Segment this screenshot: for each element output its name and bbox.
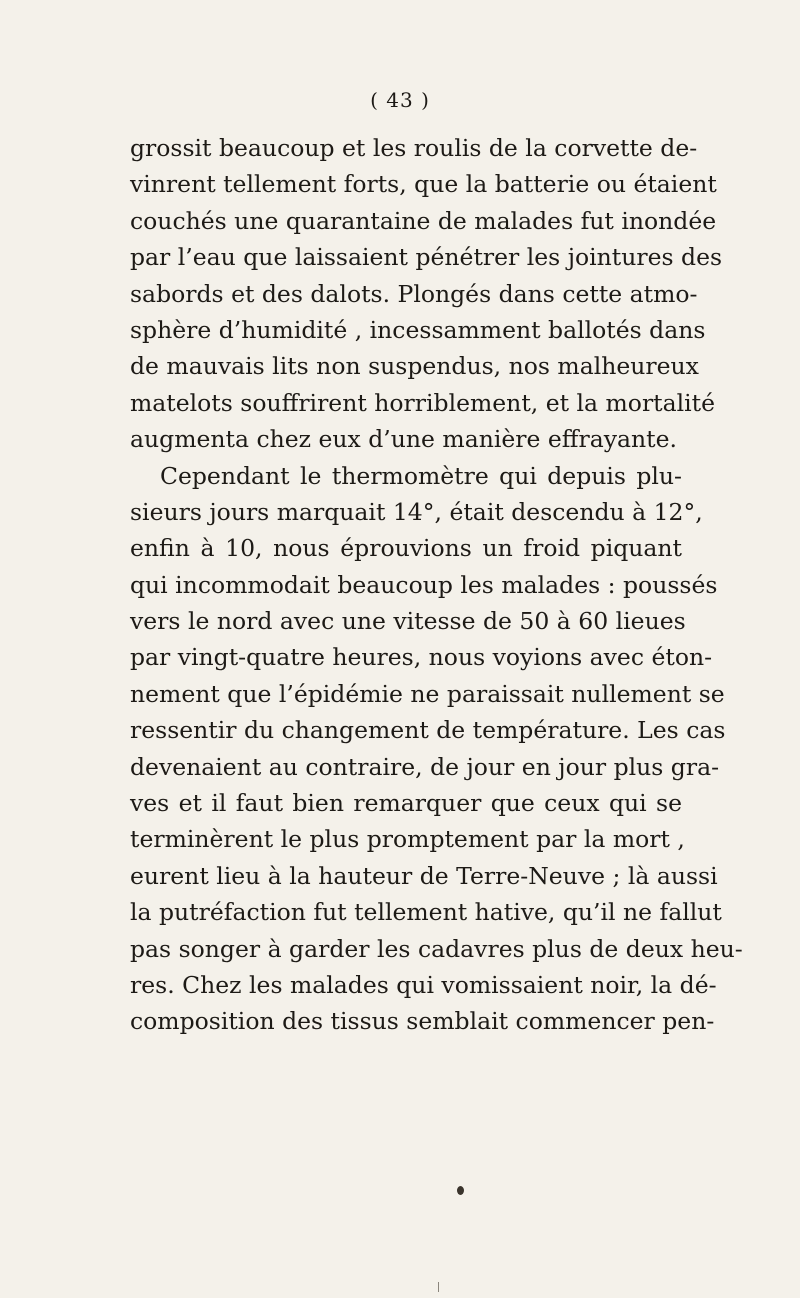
- text-line: par l’eau que laissaient pénétrer les jointures des: [130, 243, 723, 272]
- text-line: devenaient au contraire, de jour en jour plus gra-: [130, 752, 720, 781]
- text-line: enfin à 10, nous éprouvions un froid piquant: [130, 534, 682, 563]
- text-line: la putréfaction fut tellement hative, qu’il ne fallut: [130, 898, 722, 927]
- text-line: sieurs jours marquait 14°, était descendu à 12°,: [130, 497, 703, 526]
- text-line: vers le nord avec une vitesse de 50 à 60 lieues: [130, 607, 686, 636]
- text-line: par vingt-quatre heures, nous voyions avec éton-: [130, 643, 713, 672]
- text-line: sphère d’humidité , incessamment ballotés dans: [130, 315, 706, 344]
- paragraph-start-line: Cependant le thermomètre qui depuis plu-: [160, 461, 682, 490]
- text-line: qui incommodait beaucoup les malades : poussés: [130, 570, 718, 599]
- text-line: nement que l’épidémie ne paraissait nullement se: [130, 679, 725, 708]
- paper-mark: [438, 1282, 439, 1292]
- ink-speck: [457, 1186, 464, 1195]
- text-line: composition des tissus semblait commencer pen-: [130, 1007, 715, 1036]
- text-line: augmenta chez eux d’une manière effrayante.: [130, 425, 677, 454]
- text-line: terminèrent le plus promptement par la mort ,: [130, 825, 685, 854]
- text-line: res. Chez les malades qui vomissaient noir, la dé-: [130, 970, 717, 999]
- text-line: de mauvais lits non suspendus, nos malheureux: [130, 352, 699, 381]
- text-line: vinrent tellement forts, que la batterie ou étaient: [130, 170, 717, 199]
- text-line: sabords et des dalots. Plongés dans cette atmo-: [130, 279, 698, 308]
- text-line: matelots souffrirent horriblement, et la mortalité: [130, 388, 716, 417]
- page-number: ( 43 ): [370, 88, 430, 112]
- text-line: grossit beaucoup et les roulis de la corvette de-: [130, 134, 698, 162]
- text-line: pas songer à garder les cadavres plus de deux heu-: [130, 934, 743, 963]
- text-line: couchés une quarantaine de malades fut inondée: [130, 206, 717, 235]
- text-line: ressentir du changement de température. Les cas: [130, 716, 726, 745]
- text-line: ves et il faut bien remarquer que ceux qui se: [130, 789, 682, 818]
- body-text: [130, 130, 743, 1040]
- text-line: eurent lieu à la hauteur de Terre-Neuve ; là aussi: [130, 861, 718, 890]
